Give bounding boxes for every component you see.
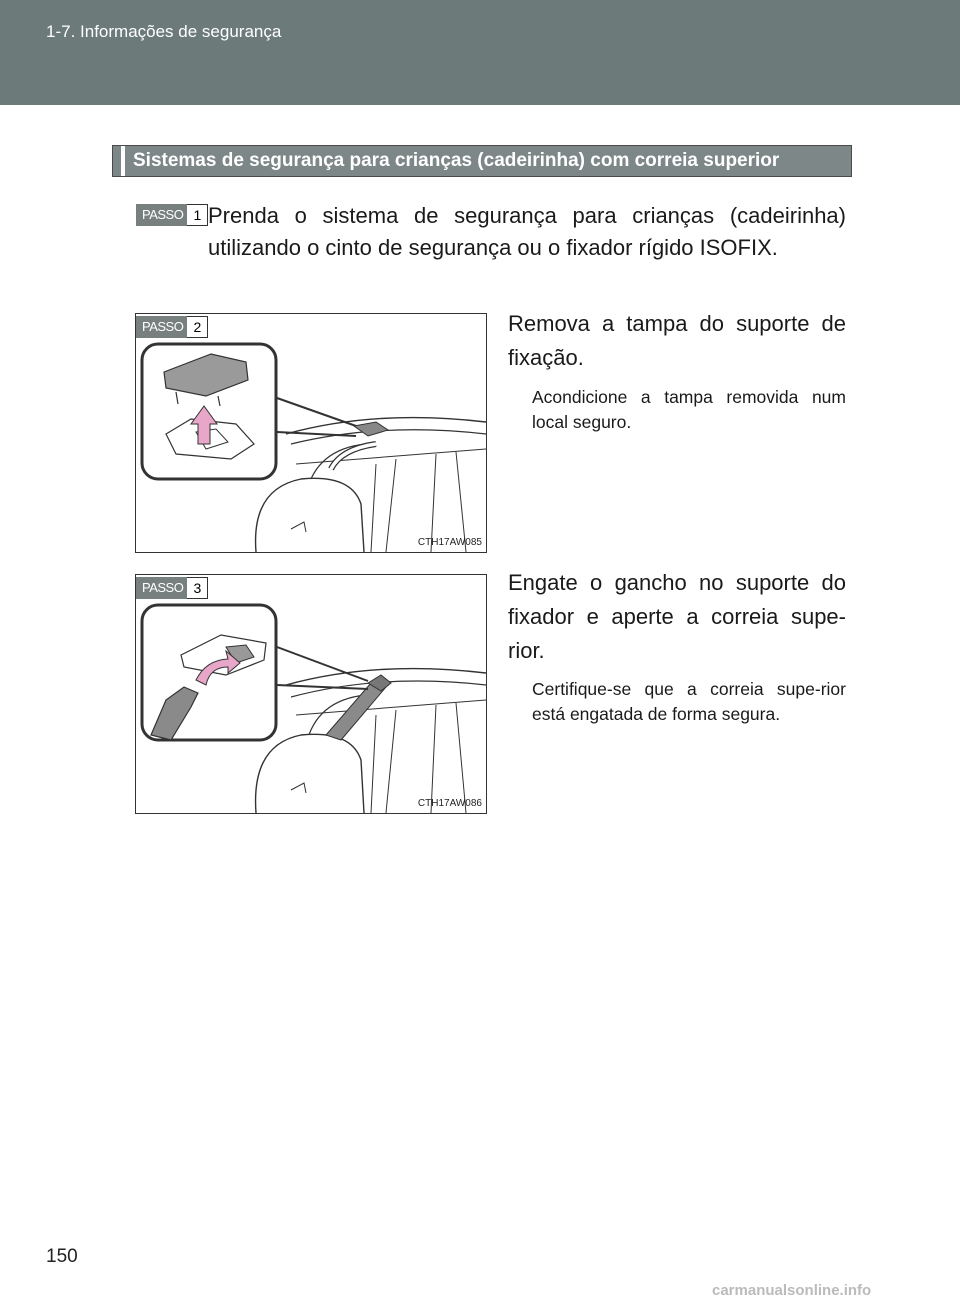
- step-label: PASSO: [136, 577, 187, 599]
- section-title-bar: [112, 145, 852, 177]
- step-number: 3: [187, 577, 208, 599]
- engage-hook-illustration: [136, 575, 486, 813]
- step-1-badge: [136, 204, 208, 226]
- remove-cover-illustration: [136, 314, 486, 552]
- page-number: 150: [46, 1246, 78, 1267]
- step-3-badge: [136, 577, 208, 599]
- step-1-text: Prenda o sistema de segurança para crianças (cadeirinha) utilizando o cinto de segurança ou o fixador rígido ISOFIX.: [208, 203, 846, 260]
- watermark: carmanualsonline.info: [712, 1282, 872, 1299]
- page-header: [0, 0, 960, 105]
- step-2-badge: [136, 316, 208, 338]
- chapter-title: 1-7. Informações de segurança: [46, 22, 282, 41]
- step-label: PASSO: [136, 316, 187, 338]
- step-2-text: Remova a tampa do suporte de fixação.: [508, 311, 846, 370]
- step-number: 1: [187, 204, 208, 226]
- figure-code: CTH17AW086: [417, 798, 482, 809]
- step-number: 2: [187, 316, 208, 338]
- step-3-figure: [135, 574, 487, 814]
- figure-code: CTH17AW085: [417, 537, 482, 548]
- step-2-figure: [135, 313, 487, 553]
- step-3-note: Certifique-se que a correia supe-rior está engatada de forma segura.: [532, 679, 846, 724]
- section-title: Sistemas de segurança para crianças (cadeirinha) com correia superior: [121, 146, 851, 176]
- step-2-note: Acondicione a tampa removida num local seguro.: [532, 387, 846, 432]
- step-3-text: Engate o gancho no suporte do fixador e aperte a correia supe-rior.: [508, 570, 846, 663]
- step-label: PASSO: [136, 204, 187, 226]
